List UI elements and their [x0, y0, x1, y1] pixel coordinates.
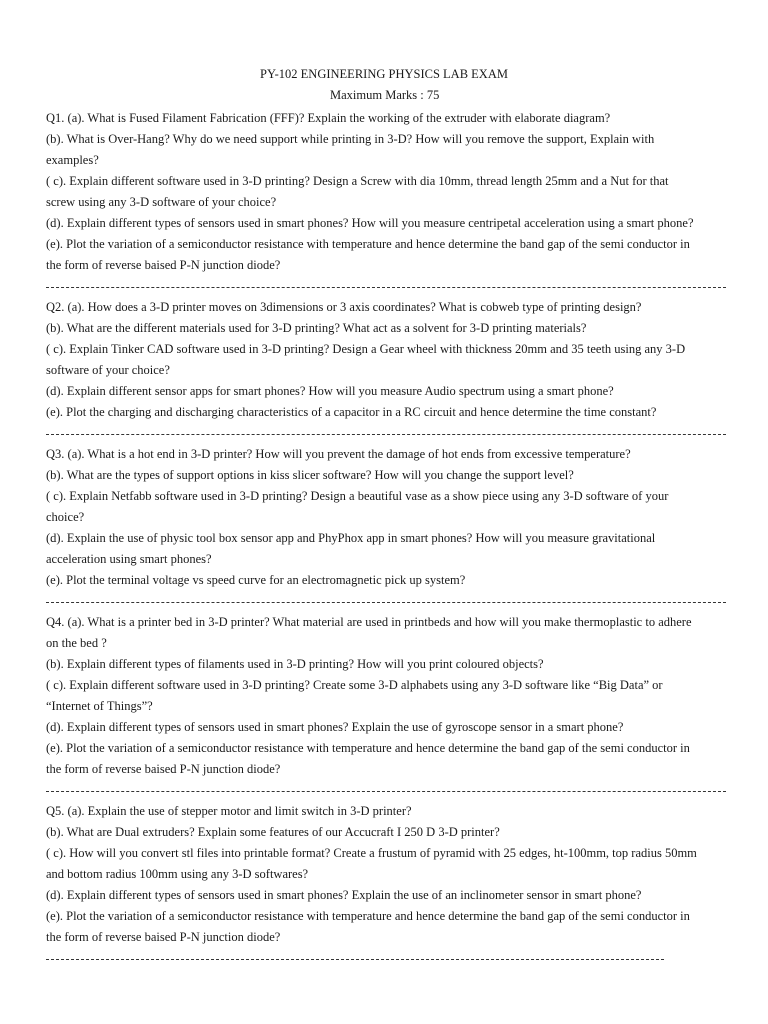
maximum-marks: Maximum Marks : 75: [330, 88, 440, 102]
question-line: (b). What is Over-Hang? Why do we need support while printing in 3-D? How will you remove the support, Explain with: [46, 132, 655, 146]
question-line: (d). Explain the use of physic tool box sensor app and PhyPhox app in smart phones? How will you measure gravitational: [46, 531, 656, 545]
question-line: (d). Explain different types of sensors used in smart phones? Explain the use of gyroscope sensor in a smart phone?: [46, 720, 624, 734]
dashed-separator: [46, 948, 726, 969]
question-block-q1: [46, 108, 726, 276]
question-line: (d). Explain different types of sensors used in smart phones? How will you measure centripetal acceleration using a smart phone?: [46, 216, 694, 230]
question-line: (d). Explain different types of sensors used in smart phones? Explain the use of an inclinometer sensor in smart phone?: [46, 888, 642, 902]
question-line: (b). What are the types of support options in kiss slicer software? How will you change the support level?: [46, 468, 574, 482]
question-line: the form of reverse baised P-N junction diode?: [46, 930, 281, 944]
question-block-q3: [46, 444, 726, 591]
question-line: (e). Plot the charging and discharging characteristics of a capacitor in a RC circuit and hence determine the time constant?: [46, 405, 657, 419]
question-line: Q4. (a). What is a printer bed in 3-D printer? What material are used in printbeds and how will you make thermoplastic to adhere: [46, 615, 692, 629]
question-line: ( c). How will you convert stl files into printable format? Create a frustum of pyramid with 25 edges, ht-100mm, top radius 50mm: [46, 846, 697, 860]
question-line: ( c). Explain Tinker CAD software used in 3-D printing? Design a Gear wheel with thickness 20mm and 35 teeth using any 3-D: [46, 342, 686, 356]
question-line: (e). Plot the terminal voltage vs speed curve for an electromagnetic pick up system?: [46, 573, 466, 587]
question-line: (b). What are the different materials used for 3-D printing? What act as a solvent for 3-D printing materials?: [46, 321, 587, 335]
question-line: Q3. (a). What is a hot end in 3-D printer? How will you prevent the damage of hot ends from excessive temperature?: [46, 447, 631, 461]
question-line: the form of reverse baised P-N junction diode?: [46, 258, 281, 272]
question-line: (b). Explain different types of filaments used in 3-D printing? How will you print coloured objects?: [46, 657, 544, 671]
question-line: ( c). Explain Netfabb software used in 3-D printing? Design a beautiful vase as a show piece using any 3-D software of your: [46, 489, 669, 503]
question-line: (e). Plot the variation of a semiconductor resistance with temperature and hence determine the band gap of the semi conductor in: [46, 237, 690, 251]
dashed-separator: [46, 276, 726, 297]
question-line: choice?: [46, 510, 85, 524]
question-line: software of your choice?: [46, 363, 170, 377]
question-line: examples?: [46, 153, 99, 167]
question-line: (e). Plot the variation of a semiconductor resistance with temperature and hence determine the band gap of the semi conductor in: [46, 741, 690, 755]
question-line: on the bed ?: [46, 636, 107, 650]
question-line: ( c). Explain different software used in 3-D printing? Create some 3-D alphabets using any 3-D software like “Big Data” or: [46, 678, 663, 692]
dashed-separator: [46, 780, 726, 801]
question-line: screw using any 3-D software of your choice?: [46, 195, 277, 209]
question-line: the form of reverse baised P-N junction diode?: [46, 762, 281, 776]
question-line: (b). What are Dual extruders? Explain some features of our Accucraft I 250 D 3-D printer?: [46, 825, 500, 839]
question-line: (d). Explain different sensor apps for smart phones? How will you measure Audio spectrum using a smart phone?: [46, 384, 614, 398]
question-line: Q2. (a). How does a 3-D printer moves on 3dimensions or 3 axis coordinates? What is cobweb type of printing design?: [46, 300, 642, 314]
question-line: and bottom radius 100mm using any 3-D softwares?: [46, 867, 309, 881]
dashed-separator: [46, 591, 726, 612]
question-line: (e). Plot the variation of a semiconductor resistance with temperature and hence determine the band gap of the semi conductor in: [46, 909, 690, 923]
question-line: acceleration using smart phones?: [46, 552, 212, 566]
question-line: ( c). Explain different software used in 3-D printing? Design a Screw with dia 10mm, thread length 25mm and a Nut for that: [46, 174, 669, 188]
question-line: Q5. (a). Explain the use of stepper motor and limit switch in 3-D printer?: [46, 804, 412, 818]
question-block-q2: [46, 297, 726, 423]
dashed-separator: [46, 423, 726, 444]
question-block-q4: [46, 612, 726, 780]
question-block-q5: [46, 801, 726, 948]
question-list: [46, 108, 726, 969]
question-line: Q1. (a). What is Fused Filament Fabrication (FFF)? Explain the working of the extruder with elaborate diagram?: [46, 111, 611, 125]
exam-title: PY-102 ENGINEERING PHYSICS LAB EXAM: [260, 67, 508, 81]
question-line: “Internet of Things”?: [46, 699, 153, 713]
